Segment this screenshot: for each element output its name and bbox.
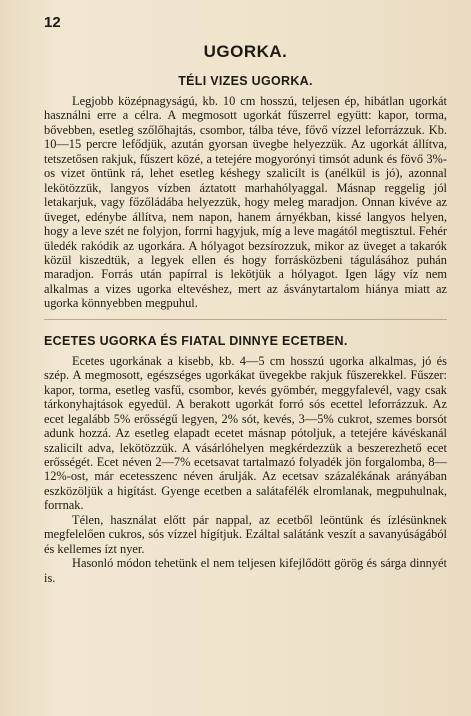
page-number: 12	[44, 14, 61, 31]
paragraph: Ecetes ugorkának a kisebb, kb. 4—5 cm hosszú ugorka alkalmas, jó és szép. A megmosott, egészséges ugorkákat üvegekbe rakjuk fűszerekkel. Fűszer: kapor, torma, esetleg vasfű, csombor, kevés gyömbér, meggyfalevél, vagy csak tárkonyhajtások egyedül. A berakott ugorkát forró sós ecettel leforrázzuk. Az ecet legalább 5% erősségű legyen, 2% sót, kevés, 3—5% cukrot, szemes borsót adunk hozzá. Az esetleg elapadt ecetet másnap pótoljuk, a tetejére kávéskanál szalicilt adva, lekötözzük. A vásárlóhelyen megkérdezzük a beszerezhető ecet erősségét. Ecet néven 2—7% ecetsavat tartalmazó folyadék jön forgalomba, 8—12%-ost, már ecetesszenc néven árulják. Az ecetsav százalékának arányában eszközöljük a higítást. Gyenge ecetben a salátafélék elromlanak, megpuhulnak, forrnak.	[44, 353, 447, 513]
paragraph: Télen, használat előtt pár nappal, az ecetből leöntünk és ízlésünknek megfelelően cukros, sós vízzel hígítjuk. Ezáltal salátánk veszít a savanyúságából és kellemes ízt nyer.	[44, 512, 447, 556]
chapter-title: UGORKA.	[203, 42, 288, 61]
section-ecetes-ugorka	[44, 334, 447, 585]
section-title: ECETES UGORKA ÉS FIATAL DINNYE ECETBEN.	[44, 333, 348, 348]
paragraph: Legjobb középnagyságú, kb. 10 cm hosszú, teljesen ép, hibátlan ugorkát használni erre a célra. A megmosott ugorkát fűszerrel együtt: kapor, torma, bővebben, esetleg szőlőhajtás, csombor, tálba téve, fővő vízzel leforrázzuk. Kb. 10—15 percre lefődjük, azután gyorsan üvegbe helyezzük. Az ugorkát állítva, tetszetősen rakjuk, fűszert közé, a tetejére mogyorónyi timsót adunk és fövő 3%-os vizet öntünk rá, lehet esetleg késhegy szalicilt is (anélkül is jó), azonnal lekötözzük, langyos vízben áztatott marhahólyaggal. Másnap reggelig jól letakarjuk, vagy főzőládába helyezzük, hogy meleg maradjon. Onnan kivéve az üveget, edénybe állítva, nem napon, hanem árnyékban, kissé langyos helyen, hogy a leve szét ne folyjon, forrni hagyjuk, míg a leve magától megtisztul. Fehér üledék rakódik az ugorkára. A hólyagot bezsírozzuk, mikor az üveget a takarók közül kiszedtük, a legyek ellen és hogy forrásközbeni tágulásához puhán maradjon. Forrás után papírral is lekötjük a hólyagot. Igen lágy víz nem alkalmas a vizes ugorka eltevéshez, mert az ásványtartalom hiánya miatt az ugorka könnyebben megpuhul.	[44, 94, 447, 311]
section-teli-vizes-ugorka	[44, 74, 447, 311]
section-title: TÉLI VIZES UGORKA.	[178, 74, 313, 88]
section-divider	[44, 319, 447, 320]
paragraph: Hasonló módon tehetünk el nem teljesen kifejlődött görög és sárga dinnyét is.	[44, 556, 447, 585]
